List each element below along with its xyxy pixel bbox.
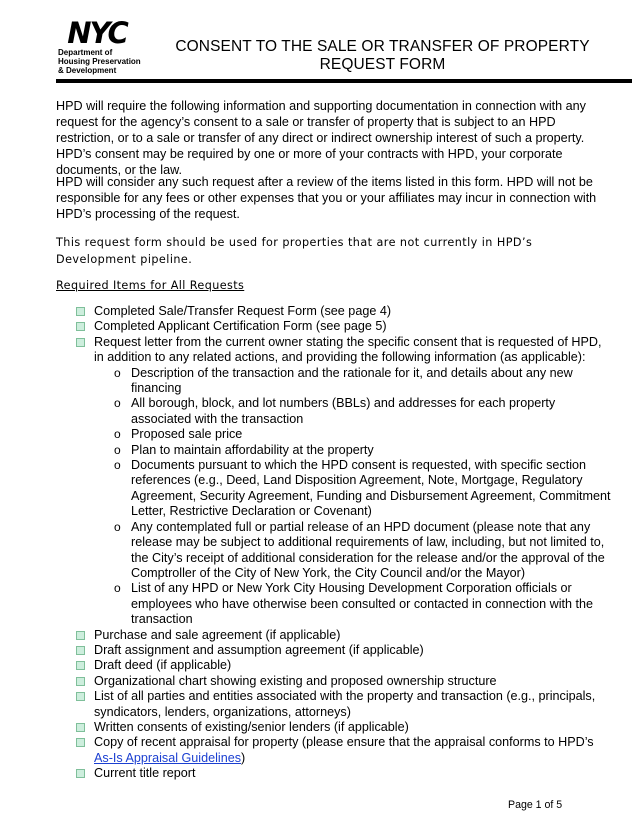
list-item: [74, 335, 614, 628]
sub-list-item-text: All borough, block, and lot numbers (BBLs) and addresses for each property associated with the transaction: [131, 396, 556, 426]
sub-list-item: [94, 427, 614, 442]
intro-paragraph: HPD will require the following information and supporting documentation in connection with any request for the agency’s consent to a sale or transfer of property that is subject to an HPD restriction, or to a sale or transfer of any direct or indirect ownership interest of such a property. HPD’s consent may be required by one or more of your contracts with HPD, your corporate documents, or the law.: [56, 99, 586, 177]
checkbox-icon[interactable]: [76, 631, 85, 640]
circle-bullet-icon: o: [114, 458, 121, 473]
sub-list-item-text: Description of the transaction and the rationale for it, and details about any new financing: [131, 365, 573, 396]
intro-paragraph: This request form should be used for properties that are not currently in HPD’s Development pipeline.: [56, 236, 533, 266]
circle-bullet-icon: o: [114, 365, 121, 380]
checkbox-icon[interactable]: [76, 769, 85, 778]
hpd-logo: [58, 20, 158, 75]
sub-list-item-text: List of any HPD or New York City Housing Development Corporation officials or employees who have otherwise been consulted or contacted in connection with the transaction: [131, 581, 594, 627]
sub-list-item-text: Proposed sale price: [131, 427, 243, 442]
required-items-list: [74, 304, 614, 782]
circle-bullet-icon: o: [114, 581, 121, 596]
circle-bullet-icon: o: [114, 442, 121, 457]
nyc-logo-icon: [58, 20, 136, 46]
list-item-text: List of all parties and entities associated with the property and transaction (e.g., principals, syndicators, lenders, organizations, attorneys): [94, 689, 596, 719]
list-item: [74, 319, 614, 334]
list-item: [74, 643, 614, 658]
form-title-line: REQUEST FORM: [319, 56, 446, 73]
list-item: [74, 628, 614, 643]
intro-paragraph: HPD will consider any such request after a review of the items listed in this form. HPD will not be responsible for any fees or other expenses that you or your affiliates may incur in connection with HPD’s processing of the request.: [56, 175, 597, 221]
sub-list-item: [94, 458, 614, 520]
checkbox-icon[interactable]: [76, 338, 85, 347]
list-item-text: [94, 735, 594, 764]
list-item-text: Written consents of existing/senior lenders (if applicable): [94, 719, 409, 734]
list-item-text: Completed Sale/Transfer Request Form (see page 4): [94, 304, 392, 318]
section-heading: Required Items for All Requests: [56, 279, 245, 292]
checkbox-icon[interactable]: [76, 738, 85, 747]
circle-bullet-icon: o: [114, 519, 121, 534]
list-item: [74, 304, 614, 319]
appraisal-guidelines-link[interactable]: As-Is Appraisal Guidelines: [94, 750, 241, 765]
sub-list-item: [94, 396, 614, 427]
checkbox-icon[interactable]: [76, 692, 85, 701]
sub-list-item: [94, 366, 614, 397]
list-item-text: Organizational chart showing existing and proposed ownership structure: [94, 673, 497, 688]
circle-bullet-icon: o: [114, 427, 121, 442]
org-name-line: Department of: [58, 48, 113, 57]
checkbox-icon[interactable]: [76, 677, 85, 686]
checkbox-icon[interactable]: [76, 723, 85, 732]
circle-bullet-icon: o: [114, 396, 121, 411]
appraisal-text: Copy of recent appraisal for property (please ensure that the appraisal conforms to HPD’s: [94, 735, 594, 750]
appraisal-text-suffix: ): [241, 750, 246, 765]
checkbox-icon[interactable]: [76, 646, 85, 655]
sub-list-item-text: Documents pursuant to which the HPD consent is requested, with specific section references (e.g., Deed, Land Disposition Agreement, Note, Mortgage, Regulatory Agreement, Security Agreement, Funding and Disbursement Agreement, Commitment Letter, Restrictive Declaration or Covenant): [131, 458, 611, 519]
sub-list-item-text: Any contemplated full or partial release of an HPD document (please note that any release may be subject to additional requirements of law, including, but not limited to, the City’s receipt of additional consideration for the release and/or the approval of the Comptroller of the City of New York, the City Council and/or the Mayor): [131, 519, 605, 580]
list-item-text: Purchase and sale agreement (if applicable): [94, 627, 341, 642]
list-item: [74, 658, 614, 673]
sub-list-item: [94, 520, 614, 582]
sub-list-item: [94, 581, 614, 627]
checkbox-icon[interactable]: [76, 322, 85, 331]
org-name-line: & Development: [58, 66, 117, 75]
page-header: [0, 0, 640, 84]
list-item: [74, 766, 614, 781]
sub-list-item-text: Plan to maintain affordability at the property: [131, 442, 374, 457]
checkbox-icon[interactable]: [76, 307, 85, 316]
form-title-line: CONSENT TO THE SALE OR TRANSFER OF PROPERTY: [175, 38, 590, 55]
org-name-line: Housing Preservation: [58, 57, 141, 66]
list-item-text: Draft deed (if applicable): [94, 658, 232, 673]
sub-list: [94, 366, 614, 628]
list-item: [74, 674, 614, 689]
list-item-text: Completed Applicant Certification Form (see page 5): [94, 319, 387, 334]
sub-list-item: [94, 443, 614, 458]
list-item-text: Current title report: [94, 766, 196, 781]
form-title: [170, 38, 595, 74]
page-number: Page 1 of 5: [508, 799, 563, 811]
checkbox-icon[interactable]: [76, 661, 85, 670]
list-item: [74, 735, 614, 766]
list-item: [74, 720, 614, 735]
nyc-logo-text: NYC: [67, 20, 127, 46]
list-item: [74, 689, 614, 720]
org-name: [58, 48, 158, 75]
header-divider: [56, 79, 632, 83]
list-item-text: Draft assignment and assumption agreement (if applicable): [94, 642, 424, 657]
list-item-text: Request letter from the current owner stating the specific consent that is requested of HPD, in addition to any related actions, and providing the following information (as applicable):: [94, 334, 602, 365]
